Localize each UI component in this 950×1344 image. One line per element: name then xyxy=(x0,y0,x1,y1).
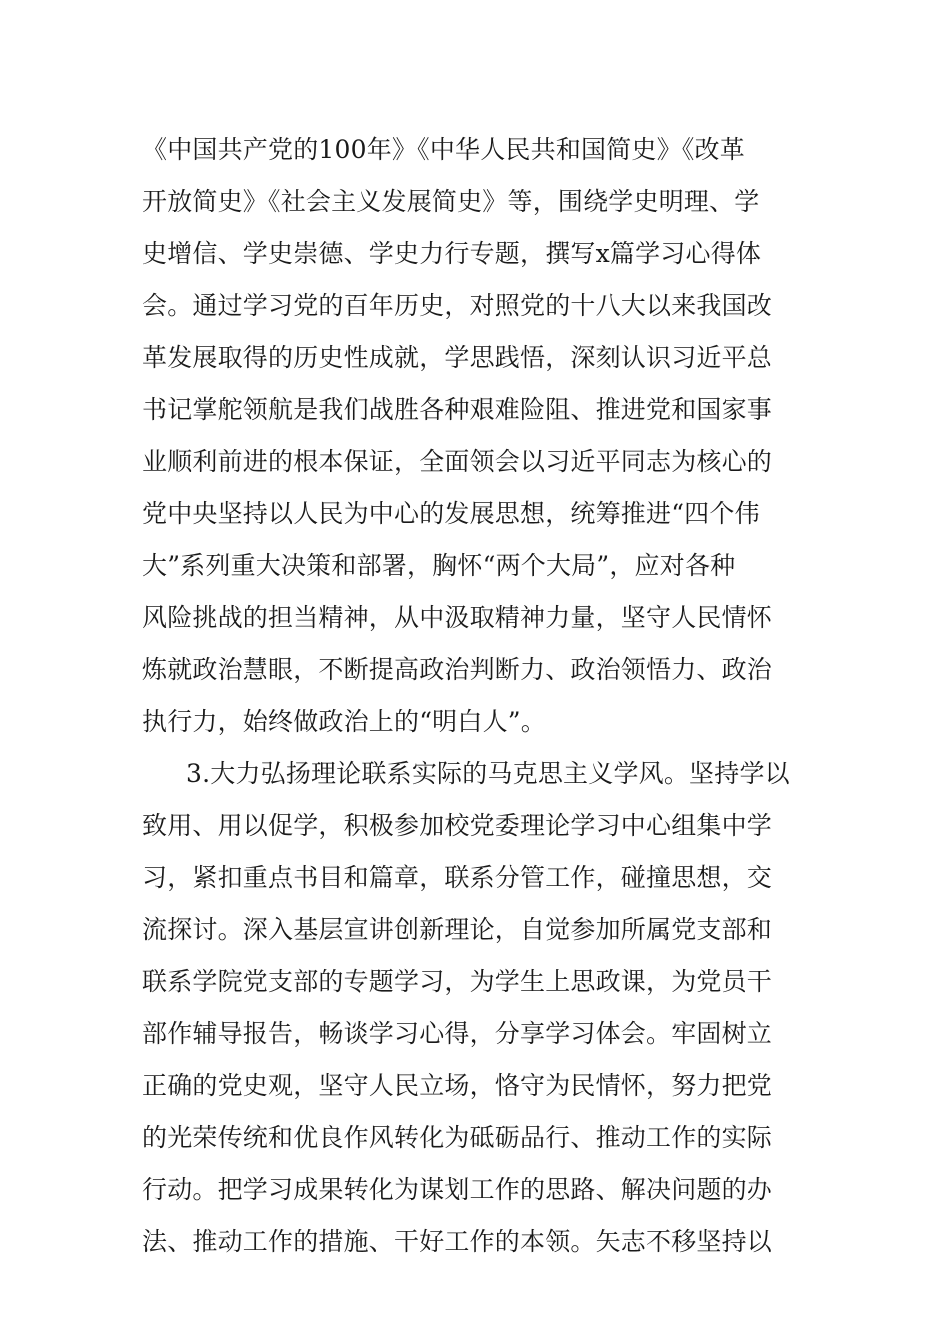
paragraph-line: 革发展取得的历史性成就，学思践悟，深刻认识习近平总 xyxy=(142,343,773,372)
paragraph-line: 史增信、学史崇德、学史力行专题，撰写x篇学习心得体 xyxy=(142,239,762,268)
paragraph-line: 开放简史》《社会主义发展简史》等，围绕学史明理、学 xyxy=(142,187,760,216)
paragraph-line: 行动。把学习成果转化为谋划工作的思路、解决问题的办 xyxy=(142,1175,773,1204)
paragraph-2 xyxy=(142,748,822,1268)
paragraph-line: 正确的党史观，坚守人民立场，恪守为民情怀，努力把党 xyxy=(142,1071,773,1100)
paragraph-line: 法、推动工作的措施、干好工作的本领。矢志不移坚持以 xyxy=(142,1227,773,1256)
paragraph-line: 部作辅导报告，畅谈学习心得，分享学习体会。牢固树立 xyxy=(142,1019,773,1048)
paragraph-line: 《中国共产党的100年》《中华人民共和国简史》《改革 xyxy=(142,135,745,164)
paragraph-line: 业顺利前进的根本保证，全面领会以习近平同志为核心的 xyxy=(142,447,773,476)
paragraph-line: 联系学院党支部的专题学习，为学生上思政课，为党员干 xyxy=(142,967,773,996)
paragraph-1 xyxy=(142,124,822,748)
paragraph-line: 执行力，始终做政治上的“明白人”。 xyxy=(142,707,546,736)
paragraph-line: 大”系列重大决策和部署，胸怀“两个大局”，应对各种 xyxy=(142,551,736,580)
paragraph-line: 习，紧扣重点书目和篇章，联系分管工作，碰撞思想，交 xyxy=(142,863,773,892)
paragraph-line: 3.大力弘扬理论联系实际的马克思主义学风。坚持学以 xyxy=(186,759,790,788)
paragraph-line: 的光荣传统和优良作风转化为砥砺品行、推动工作的实际 xyxy=(142,1123,773,1152)
paragraph-line: 党中央坚持以人民为中心的发展思想，统筹推进“四个伟 xyxy=(142,499,760,528)
paragraph-line: 书记掌舵领航是我们战胜各种艰难险阻、推进党和国家事 xyxy=(142,395,773,424)
paragraph-line: 会。通过学习党的百年历史，对照党的十八大以来我国改 xyxy=(142,291,773,320)
paragraph-line: 致用、用以促学，积极参加校党委理论学习中心组集中学 xyxy=(142,811,773,840)
paragraph-line: 流探讨。深入基层宣讲创新理论，自觉参加所属党支部和 xyxy=(142,915,773,944)
paragraph-line: 炼就政治慧眼，不断提高政治判断力、政治领悟力、政治 xyxy=(142,655,773,684)
document-body xyxy=(142,124,822,1268)
paragraph-line: 风险挑战的担当精神，从中汲取精神力量，坚守人民情怀 xyxy=(142,603,773,632)
